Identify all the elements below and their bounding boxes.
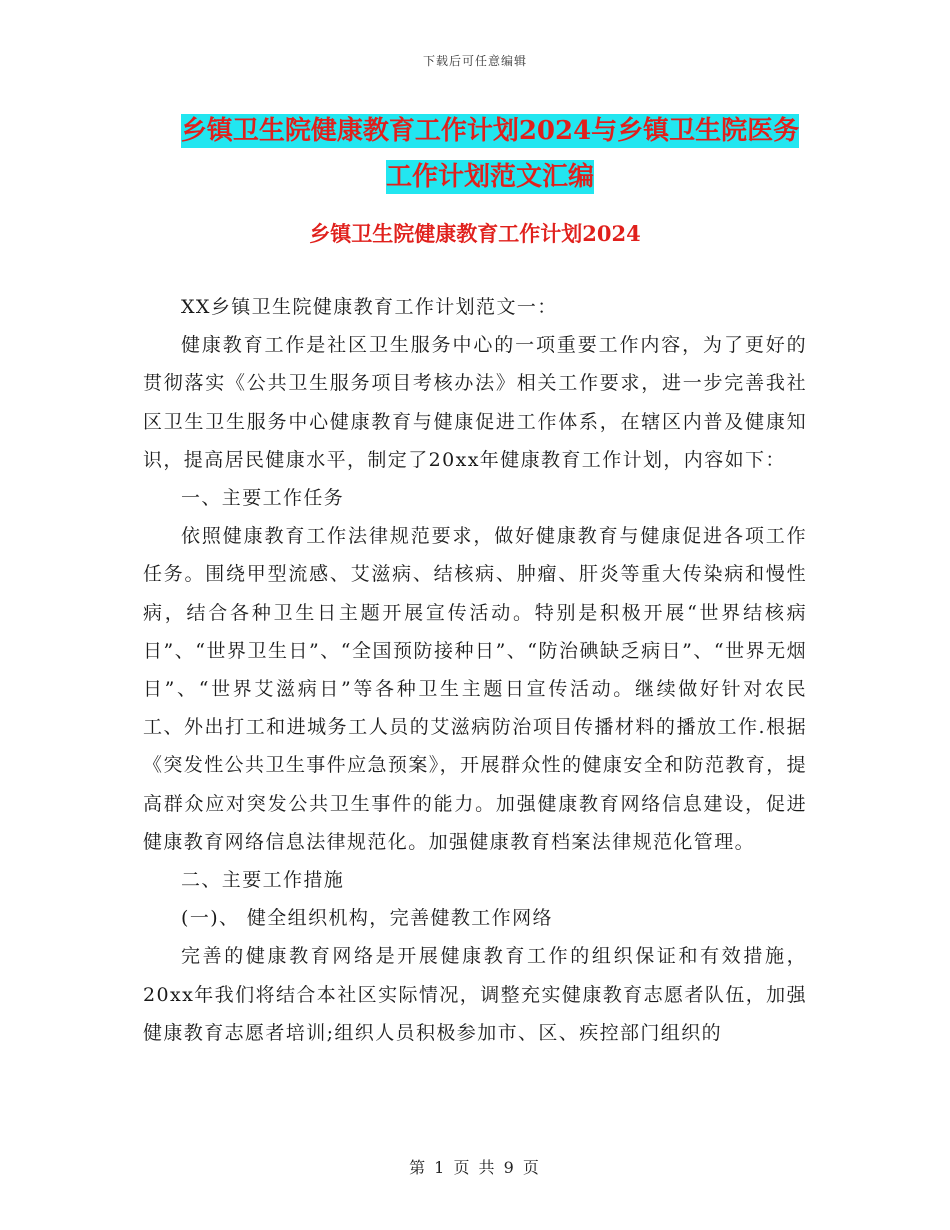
document-title-line-2: 工作计划范文汇编 <box>385 162 594 192</box>
heading-main-measures: 二、主要工作措施 <box>181 869 345 892</box>
document-title-line-1: 乡镇卫生院健康教育工作计划2024与乡镇卫生院医务 <box>180 116 800 146</box>
page-number: 第 1 页 共 9 页 <box>409 1158 541 1177</box>
paragraph-intro: XX乡镇卫生院健康教育工作计划范文一： <box>181 296 558 318</box>
paragraph: 完善的健康教育网络是开展健康教育工作的组织保证和有效措施，20xx年我们将结合本社区实际情况，调整充实健康教育志愿者队伍，加强健康教育志愿者培训;组织人员积极参加市、区、疾控部门组织的 <box>143 945 807 1044</box>
document-title <box>140 108 840 200</box>
page-header-note: 下载后可任意编辑 <box>422 54 527 68</box>
section-title: 乡镇卫生院健康教育工作计划2024 <box>309 221 641 246</box>
paragraph: 依照健康教育工作法律规范要求，做好健康教育与健康促进各项工作任务。围绕甲型流感、艾滋病、结核病、肿瘤、肝炎等重大传染病和慢性病，结合各种卫生日主题开展宣传活动。特别是积极开展“世界结核病日”、“世界卫生日”、“全国预防接种日”、“防治碘缺乏病日”、“世界无烟日”、“世界艾滋病日”等各种卫生主题日宣传活动。继续做好针对农民工、外出打工和进城务工人员的艾滋病防治项目传播材料的播放工作.根据《突发性公共卫生事件应急预案》，开展群众性的健康安全和防范教育，提高群众应对突发公共卫生事件的能力。加强健康教育网络信息建设，促进健康教育网络信息法律规范化。加强健康教育档案法律规范化管理。 <box>143 525 807 853</box>
subheading-organization: (一)、 健全组织机构，完善健教工作网络 <box>181 907 553 930</box>
heading-main-tasks: 一、主要工作任务 <box>181 487 345 510</box>
document-body <box>143 288 807 1052</box>
paragraph: 健康教育工作是社区卫生服务中心的一项重要工作内容，为了更好的贯彻落实《公共卫生服务项目考核办法》相关工作要求，进一步完善我社区卫生卫生服务中心健康教育与健康促进工作体系，在辖区内普及健康知识，提高居民健康水平，制定了20xx年健康教育工作计划，内容如下： <box>143 334 807 471</box>
